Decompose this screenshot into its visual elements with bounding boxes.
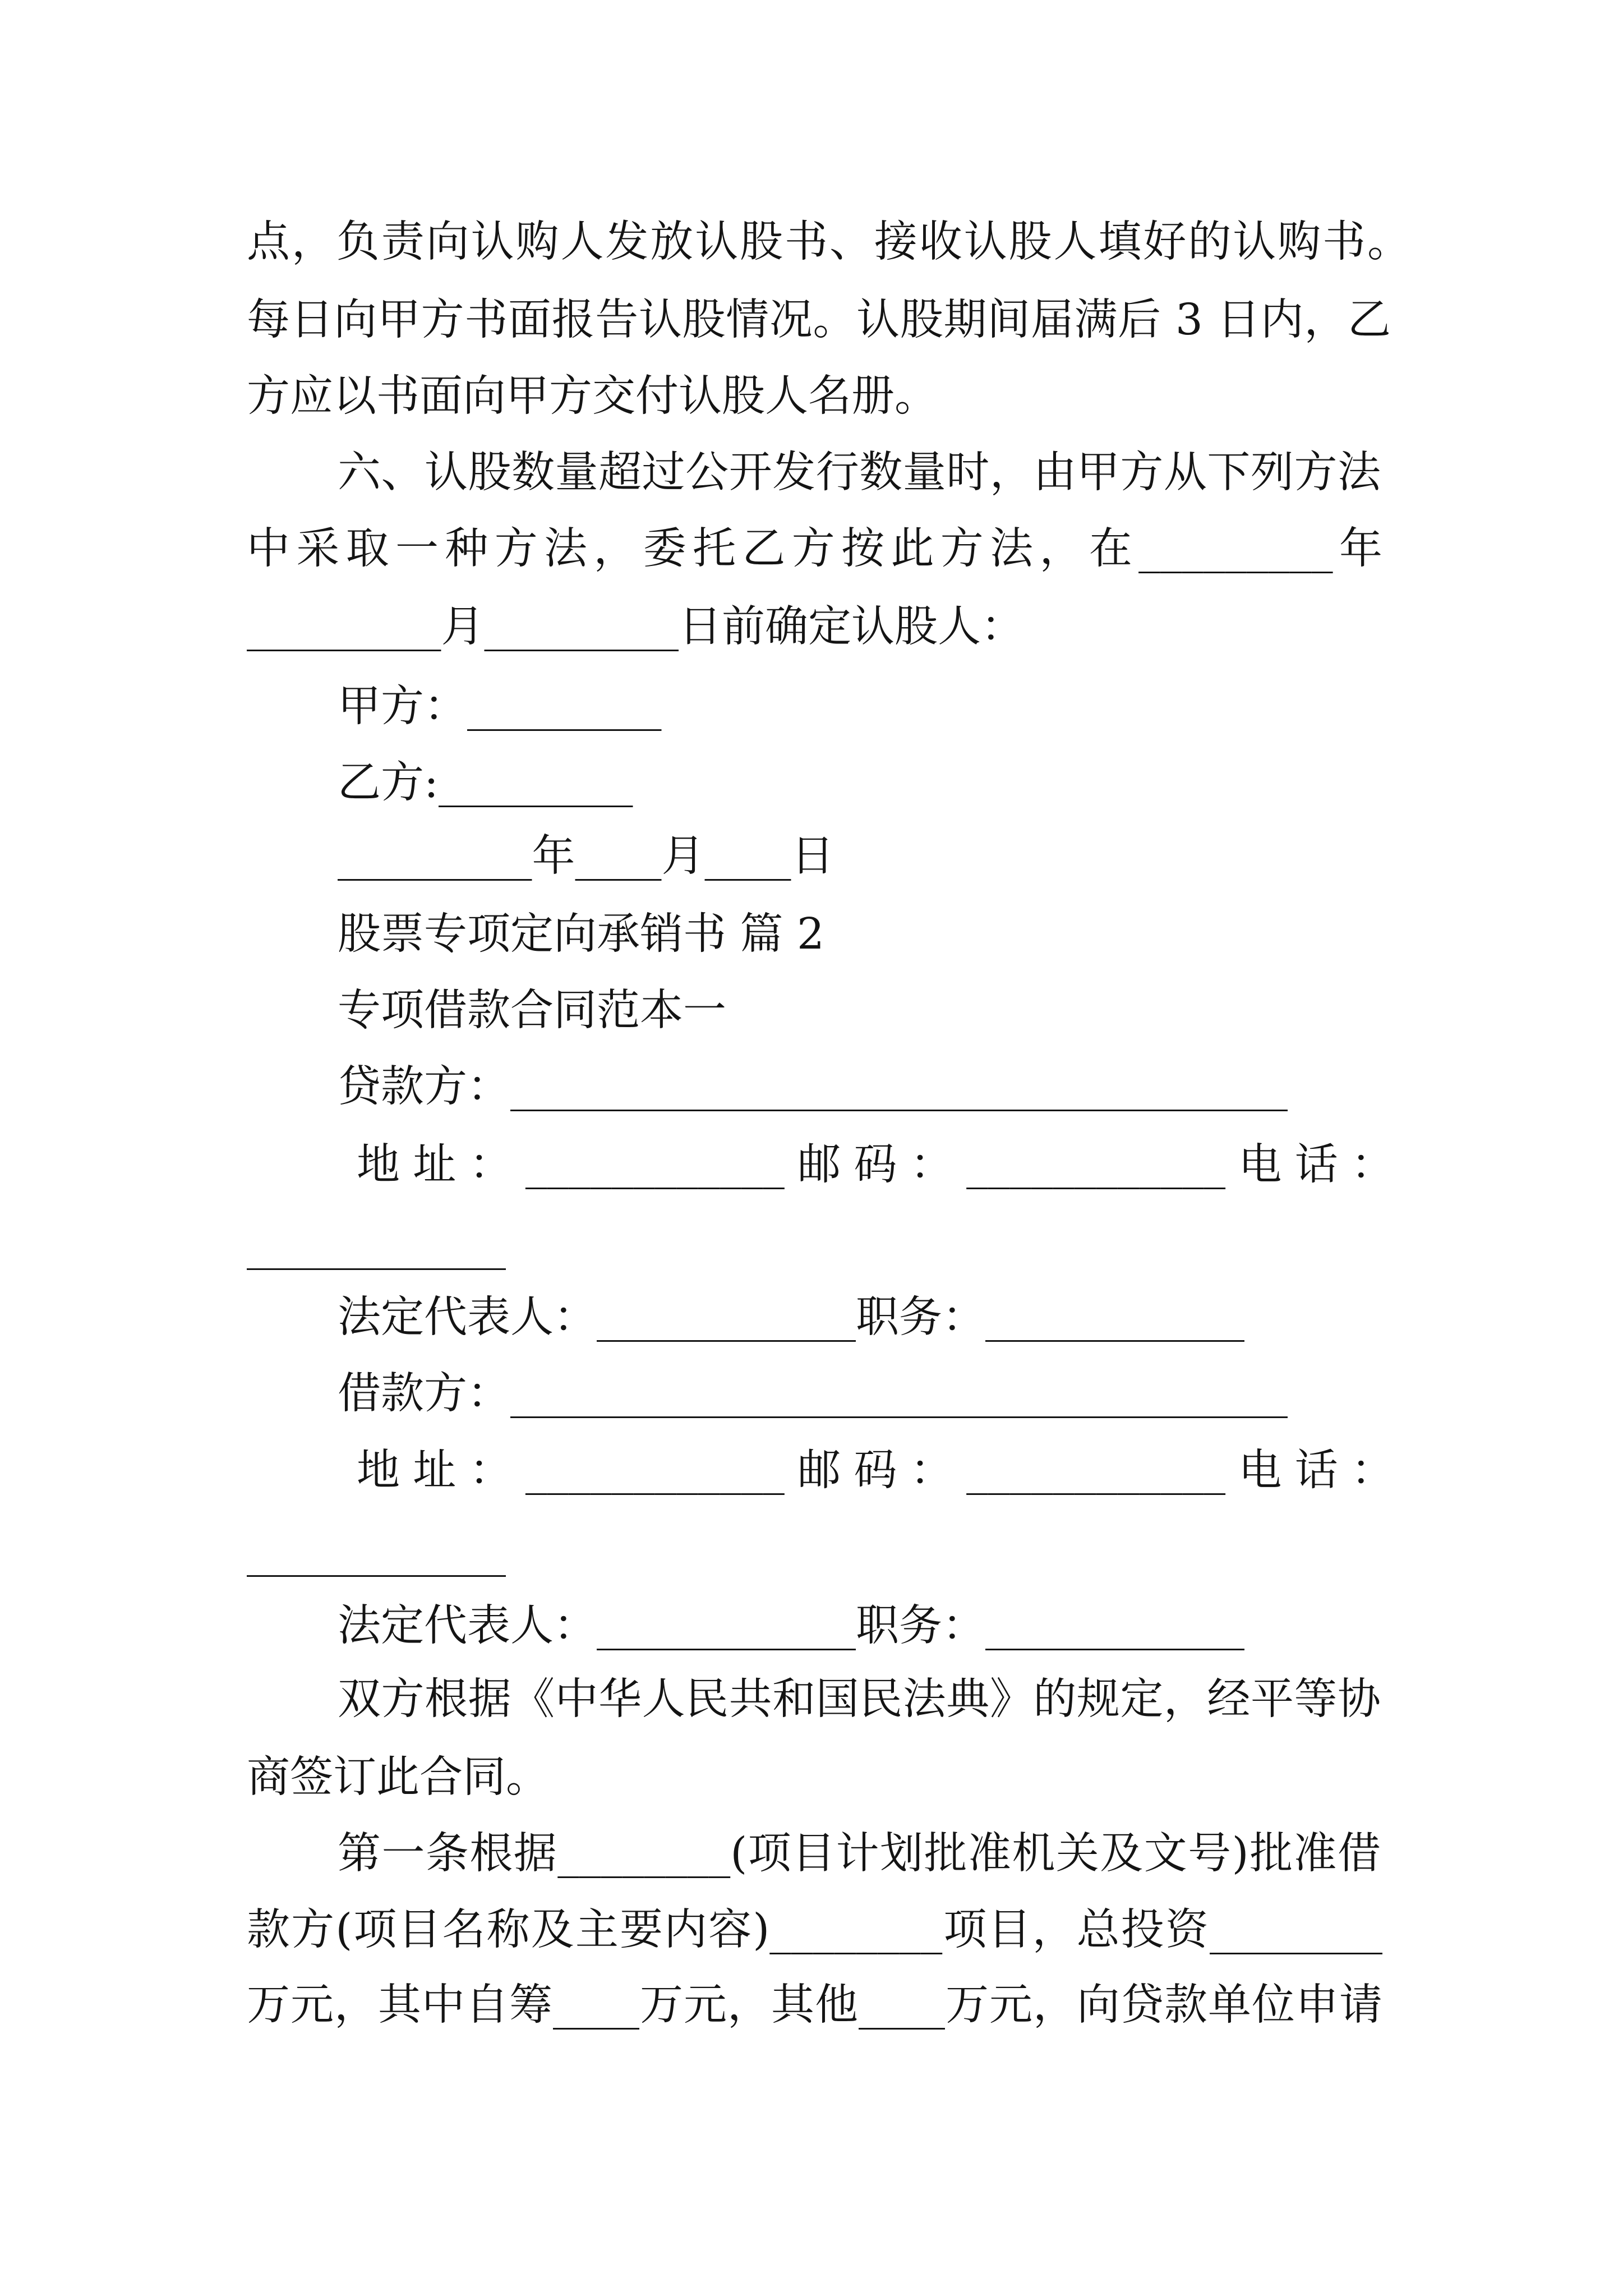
section-heading: 股票专项定向承销书 篇 2 xyxy=(338,909,824,959)
borrower-name-field: 借款方：____________________________________ xyxy=(338,1369,1288,1419)
preamble-line-1: 双方根据《中华人民共和国民法典》的规定，经平等协 xyxy=(338,1674,1381,1724)
clause-5-line-2: 每日向甲方书面报告认股情况。认股期间届满后 3 日内，乙 xyxy=(247,295,1391,345)
borrower-representative-field: 法定代表人：____________职务：____________ xyxy=(338,1601,1244,1651)
clause-6-line-3: _________月_________日前确定认股人： xyxy=(247,602,1024,652)
clause-6-line-1: 六、认股数量超过公开发行数量时，由甲方从下列方法 xyxy=(338,448,1381,498)
signature-date: _________年____月____日 xyxy=(338,831,834,881)
clause-6-line-2: 中采取一种方法，委托乙方按此方法，在_________年 xyxy=(247,524,1382,574)
party-a-signature: 甲方：_________ xyxy=(338,682,662,731)
lender-name-field: 贷款方：____________________________________ xyxy=(338,1062,1288,1112)
clause-5-line-3: 方应以书面向甲方交付认股人名册。 xyxy=(247,371,938,421)
lender-phone-blank: ____________ xyxy=(247,1221,506,1271)
article-1-line-3: 万元，其中自筹____万元，其他____万元，向贷款单位申请 xyxy=(247,1980,1382,2030)
contract-title: 专项借款合同范本一 xyxy=(338,986,726,1036)
party-b-signature: 乙方:_________ xyxy=(338,758,633,808)
lender-representative-field: 法定代表人：____________职务：____________ xyxy=(338,1292,1244,1342)
article-1-line-2: 款方(项目名称及主要内容)________项目，总投资________ xyxy=(247,1905,1382,1955)
article-1-line-1: 第一条根据________(项目计划批准机关及文号)批准借 xyxy=(338,1829,1381,1879)
clause-5-line-1: 点，负责向认购人发放认股书、接收认股人填好的认购书。 xyxy=(247,217,1410,267)
preamble-line-2: 商签订此合同。 xyxy=(247,1752,549,1802)
lender-contact-line: 地址：____________邮码：____________电话： xyxy=(357,1140,1394,1190)
borrower-phone-blank: ____________ xyxy=(247,1527,506,1577)
borrower-contact-line: 地址：____________邮码：____________电话： xyxy=(357,1446,1394,1496)
